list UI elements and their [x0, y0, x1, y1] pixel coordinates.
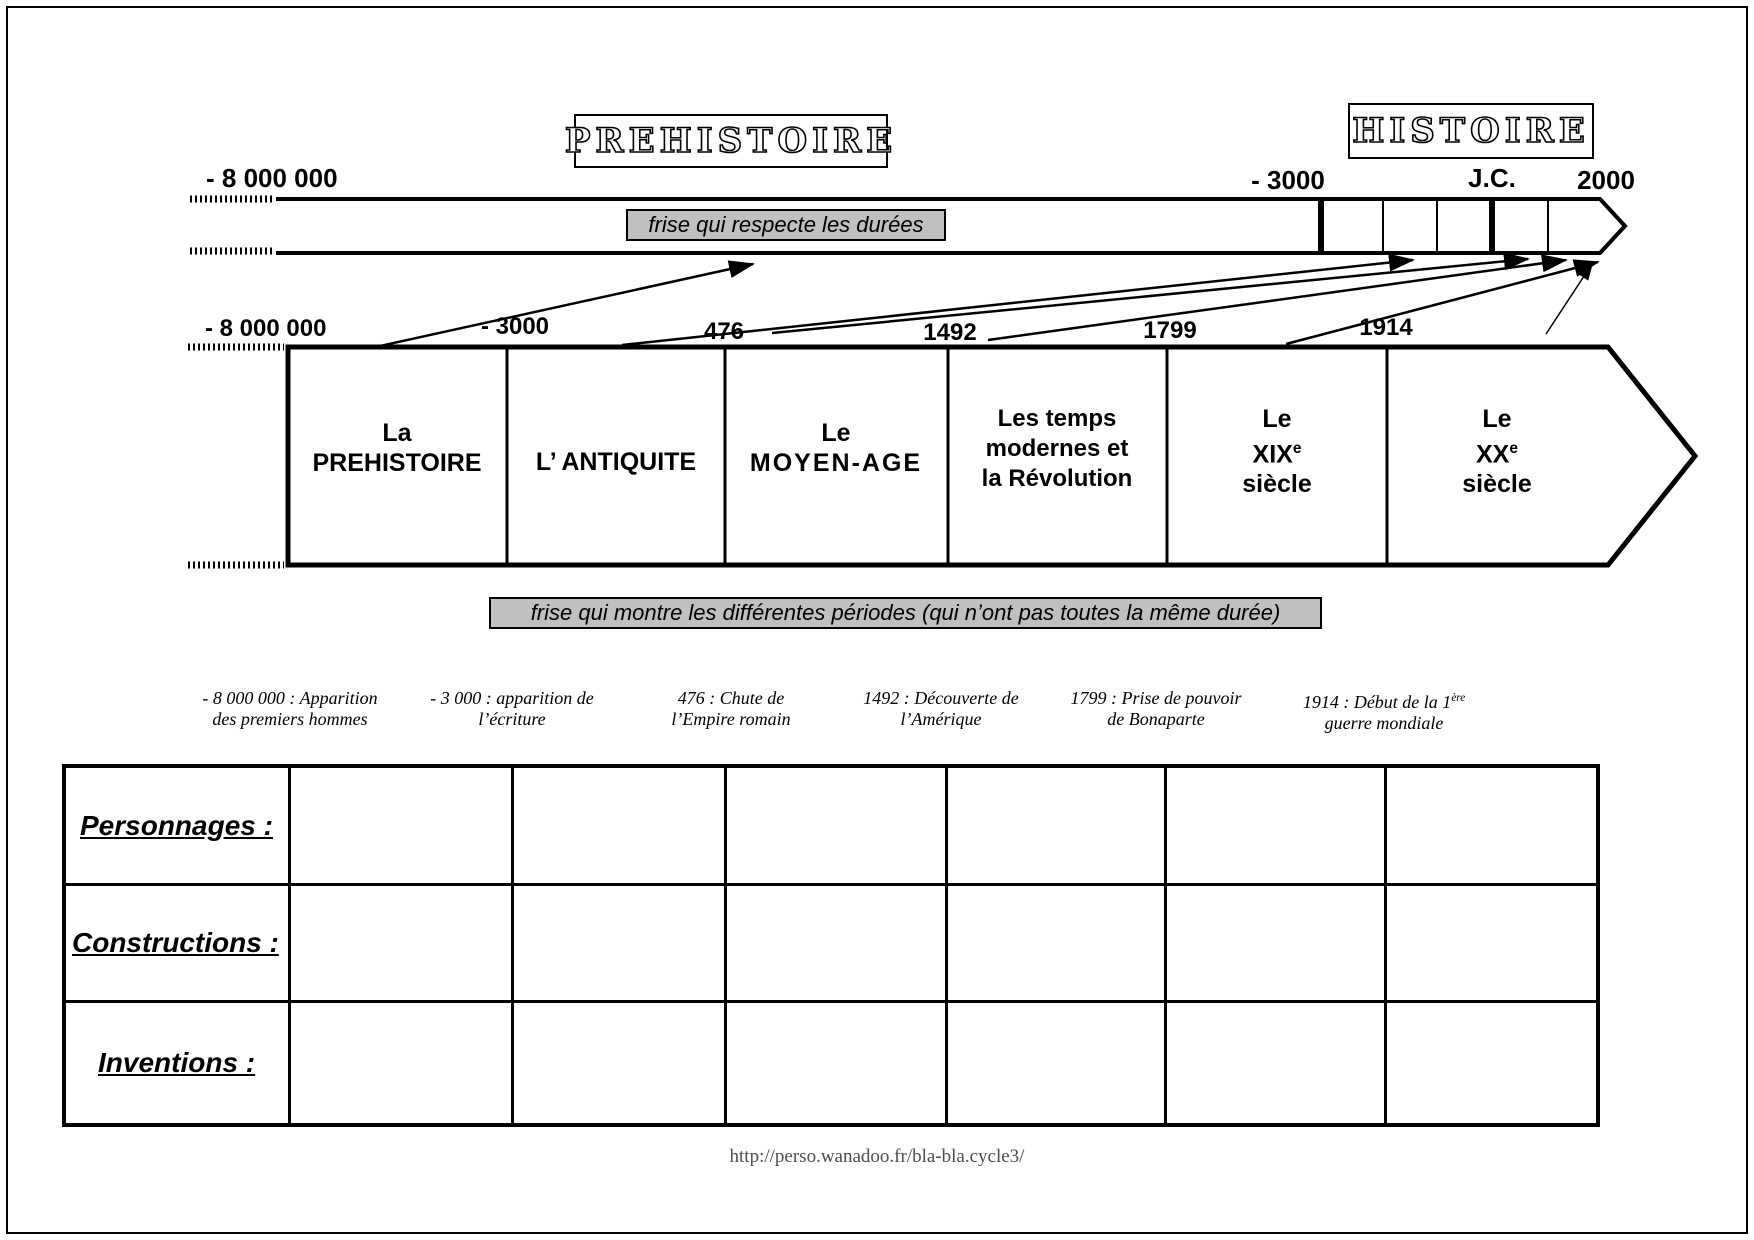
table-cell	[291, 768, 514, 886]
histoire-title	[1348, 103, 1594, 159]
period-line: L’ ANTIQUITE	[535, 448, 697, 476]
table-cell	[727, 886, 948, 1003]
annotation-line: - 3 000 : apparition de	[430, 688, 594, 708]
period-xixe-siecle	[1167, 404, 1387, 499]
period-line: PREHISTOIRE	[312, 449, 482, 477]
period-line: La	[382, 419, 412, 447]
period-line: MOYEN-AGE	[749, 449, 923, 477]
annotation-premiers-hommes	[160, 688, 420, 730]
annotation-bonaparte	[1026, 688, 1286, 730]
bottom-frise-caption: frise qui montre les différentes périodes (qui n’ont pas toutes la même durée)	[489, 597, 1322, 629]
table-cell	[727, 1003, 948, 1123]
table-cell	[1167, 1003, 1387, 1123]
date-1799: 1799	[1143, 317, 1197, 344]
table-cell	[1387, 1003, 1596, 1123]
table-cell	[1387, 768, 1596, 886]
period-roman-numeral: XIX	[1252, 440, 1293, 469]
row-header-constructions: Constructions :	[66, 886, 291, 1003]
prehistoire-title-text: PREHISTOIRE	[564, 121, 898, 161]
top-label-minus3000: - 3000	[1251, 165, 1325, 195]
annotation-line	[1254, 688, 1514, 713]
date-476: 476	[703, 318, 745, 345]
table-cell	[514, 1003, 727, 1123]
period-xxe-siecle	[1387, 404, 1607, 499]
top-bar-outline-arrow	[276, 199, 1625, 253]
period-roman-numeral: XX	[1476, 440, 1510, 469]
top-frise-caption: frise qui respecte les durées	[626, 209, 946, 241]
annotation-line: - 8 000 000 : Apparition	[202, 688, 378, 708]
top-label-jc: J.C.	[1468, 163, 1516, 193]
annotation-text: 1914 : Début de la 1	[1302, 692, 1452, 712]
period-line: siècle	[1462, 470, 1532, 499]
period-line	[1167, 434, 1387, 469]
source-url: http://perso.wanadoo.fr/bla-bla.cycle3/	[729, 1146, 1025, 1167]
table-cell	[948, 768, 1167, 886]
date-minus3000: - 3000	[480, 313, 550, 340]
period-line: Le	[821, 419, 851, 447]
date-1492: 1492	[923, 319, 977, 346]
period-line: Le	[1482, 405, 1512, 433]
table-cell	[948, 886, 1167, 1003]
annotation-line: 1492 : Découverte de	[863, 688, 1019, 708]
annotation-line: des premiers hommes	[212, 709, 368, 729]
annotation-line: l’Empire romain	[671, 709, 791, 729]
period-line	[1387, 434, 1607, 469]
table-cell	[1167, 886, 1387, 1003]
period-line: Les temps	[997, 405, 1117, 432]
period-line: la Révolution	[981, 465, 1133, 492]
annotation-line: 1799 : Prise de pouvoir	[1070, 688, 1242, 708]
table-cell	[727, 768, 948, 886]
annotation-line: guerre mondiale	[1324, 713, 1444, 733]
table-cell	[948, 1003, 1167, 1123]
worksheet-table	[62, 764, 1600, 1127]
row-header-inventions: Inventions :	[66, 1003, 291, 1123]
annotation-guerre-mondiale	[1254, 688, 1514, 734]
period-line: Le	[1262, 405, 1292, 433]
annotation-superscript: ère	[1451, 692, 1466, 704]
period-superscript: e	[1292, 440, 1302, 457]
date-1914: 1914	[1359, 314, 1413, 341]
annotation-line: de Bonaparte	[1107, 709, 1205, 729]
table-cell	[1167, 768, 1387, 886]
table-cell	[1387, 886, 1596, 1003]
period-line: modernes et	[985, 435, 1129, 462]
row-header-personnages: Personnages :	[66, 768, 291, 886]
period-line: siècle	[1242, 470, 1312, 499]
annotation-line: l’Amérique	[900, 709, 982, 729]
period-moyen-age	[726, 418, 946, 478]
annotation-line: 476 : Chute de	[677, 688, 785, 708]
table-cell	[291, 1003, 514, 1123]
mapping-arrow	[988, 260, 1566, 340]
table-cell	[291, 886, 514, 1003]
top-label-minus8000000: - 8 000 000	[206, 163, 338, 193]
date-minus8000000: - 8 000 000	[205, 315, 327, 342]
period-antiquite	[506, 447, 726, 477]
period-superscript: e	[1509, 440, 1518, 457]
period-prehistoire	[287, 418, 507, 478]
table-cell	[514, 768, 727, 886]
period-temps-modernes	[947, 404, 1167, 494]
table-cell	[514, 886, 727, 1003]
prehistoire-title	[564, 114, 898, 168]
histoire-title-text: HISTOIRE	[1352, 111, 1590, 151]
top-label-2000: 2000	[1577, 165, 1635, 195]
annotation-line: l’écriture	[478, 709, 546, 729]
